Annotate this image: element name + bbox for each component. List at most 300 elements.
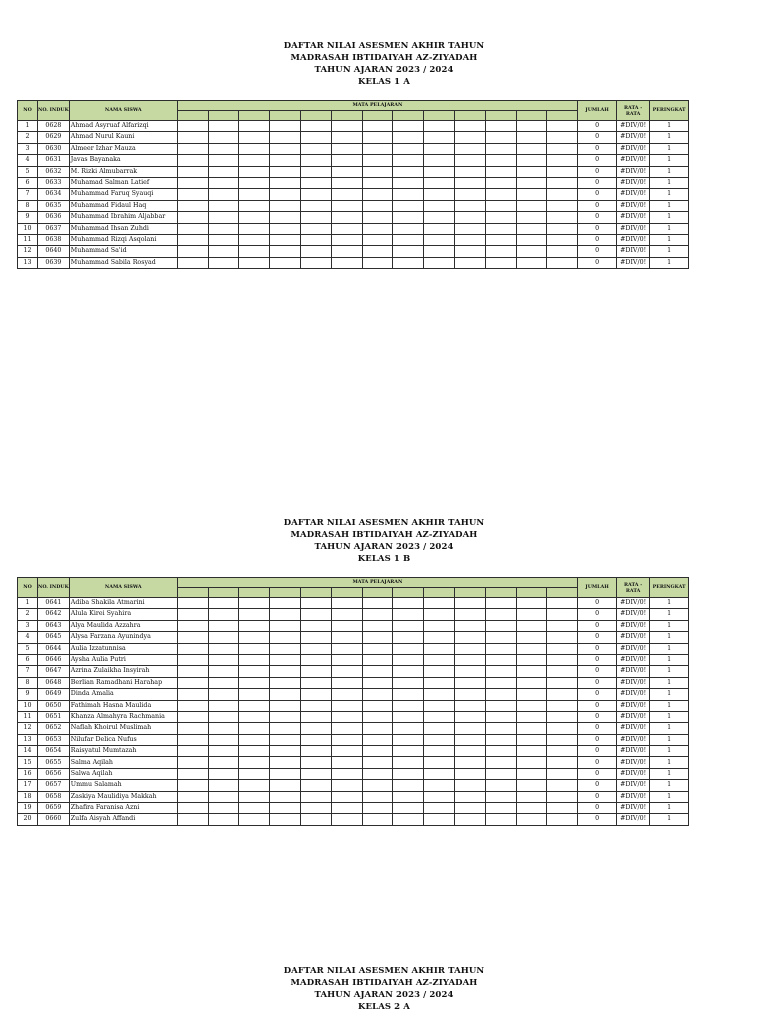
cell-nilai[interactable] (547, 654, 578, 665)
cell-nilai[interactable] (331, 734, 362, 745)
cell-nilai[interactable] (424, 723, 455, 734)
cell-nilai[interactable] (547, 677, 578, 688)
cell-nilai[interactable] (270, 700, 301, 711)
cell-nilai[interactable] (516, 223, 547, 234)
cell-nilai[interactable] (393, 814, 424, 825)
cell-nilai[interactable] (516, 257, 547, 268)
cell-nilai[interactable] (270, 200, 301, 211)
cell-nilai[interactable] (208, 689, 239, 700)
cell-nilai[interactable] (239, 257, 270, 268)
cell-nilai[interactable] (485, 609, 516, 620)
cell-nilai[interactable] (300, 598, 331, 609)
cell-nilai[interactable] (424, 677, 455, 688)
cell-nilai[interactable] (239, 666, 270, 677)
cell-nilai[interactable] (547, 609, 578, 620)
cell-nilai[interactable] (270, 711, 301, 722)
cell-nilai[interactable] (485, 814, 516, 825)
cell-nilai[interactable] (454, 609, 485, 620)
cell-nilai[interactable] (300, 234, 331, 245)
cell-nilai[interactable] (393, 654, 424, 665)
cell-nilai[interactable] (177, 677, 208, 688)
cell-nilai[interactable] (362, 223, 393, 234)
cell-nilai[interactable] (239, 200, 270, 211)
cell-nilai[interactable] (516, 212, 547, 223)
cell-nilai[interactable] (454, 689, 485, 700)
cell-nilai[interactable] (331, 757, 362, 768)
cell-nilai[interactable] (239, 234, 270, 245)
cell-nilai[interactable] (516, 643, 547, 654)
cell-nilai[interactable] (454, 166, 485, 177)
cell-nilai[interactable] (331, 598, 362, 609)
cell-nilai[interactable] (239, 246, 270, 257)
cell-nilai[interactable] (270, 643, 301, 654)
cell-nilai[interactable] (362, 143, 393, 154)
cell-nilai[interactable] (331, 121, 362, 132)
cell-nilai[interactable] (485, 632, 516, 643)
cell-nilai[interactable] (393, 200, 424, 211)
cell-nilai[interactable] (424, 166, 455, 177)
cell-nilai[interactable] (177, 791, 208, 802)
cell-nilai[interactable] (362, 757, 393, 768)
cell-nilai[interactable] (239, 177, 270, 188)
cell-nilai[interactable] (516, 757, 547, 768)
cell-nilai[interactable] (362, 711, 393, 722)
cell-nilai[interactable] (454, 121, 485, 132)
cell-nilai[interactable] (177, 632, 208, 643)
cell-nilai[interactable] (177, 780, 208, 791)
cell-nilai[interactable] (424, 155, 455, 166)
cell-nilai[interactable] (208, 654, 239, 665)
cell-nilai[interactable] (362, 189, 393, 200)
cell-nilai[interactable] (331, 803, 362, 814)
cell-nilai[interactable] (485, 234, 516, 245)
cell-nilai[interactable] (177, 723, 208, 734)
cell-nilai[interactable] (516, 768, 547, 779)
cell-nilai[interactable] (208, 632, 239, 643)
cell-nilai[interactable] (485, 177, 516, 188)
cell-nilai[interactable] (239, 609, 270, 620)
cell-nilai[interactable] (331, 155, 362, 166)
cell-nilai[interactable] (300, 711, 331, 722)
cell-nilai[interactable] (362, 677, 393, 688)
cell-nilai[interactable] (454, 643, 485, 654)
cell-nilai[interactable] (239, 598, 270, 609)
cell-nilai[interactable] (239, 620, 270, 631)
cell-nilai[interactable] (362, 246, 393, 257)
cell-nilai[interactable] (424, 223, 455, 234)
cell-nilai[interactable] (485, 246, 516, 257)
cell-nilai[interactable] (331, 189, 362, 200)
cell-nilai[interactable] (239, 166, 270, 177)
cell-nilai[interactable] (454, 654, 485, 665)
cell-nilai[interactable] (270, 757, 301, 768)
cell-nilai[interactable] (300, 632, 331, 643)
cell-nilai[interactable] (362, 166, 393, 177)
cell-nilai[interactable] (454, 666, 485, 677)
cell-nilai[interactable] (208, 643, 239, 654)
cell-nilai[interactable] (547, 757, 578, 768)
cell-nilai[interactable] (177, 189, 208, 200)
cell-nilai[interactable] (239, 632, 270, 643)
cell-nilai[interactable] (485, 677, 516, 688)
cell-nilai[interactable] (208, 757, 239, 768)
cell-nilai[interactable] (177, 757, 208, 768)
cell-nilai[interactable] (516, 132, 547, 143)
cell-nilai[interactable] (485, 723, 516, 734)
cell-nilai[interactable] (485, 803, 516, 814)
cell-nilai[interactable] (239, 723, 270, 734)
cell-nilai[interactable] (424, 814, 455, 825)
cell-nilai[interactable] (454, 734, 485, 745)
cell-nilai[interactable] (393, 711, 424, 722)
cell-nilai[interactable] (208, 257, 239, 268)
cell-nilai[interactable] (362, 643, 393, 654)
cell-nilai[interactable] (393, 700, 424, 711)
cell-nilai[interactable] (547, 223, 578, 234)
cell-nilai[interactable] (331, 711, 362, 722)
cell-nilai[interactable] (362, 666, 393, 677)
cell-nilai[interactable] (547, 666, 578, 677)
cell-nilai[interactable] (485, 166, 516, 177)
cell-nilai[interactable] (516, 654, 547, 665)
cell-nilai[interactable] (177, 177, 208, 188)
cell-nilai[interactable] (208, 121, 239, 132)
cell-nilai[interactable] (454, 791, 485, 802)
cell-nilai[interactable] (516, 803, 547, 814)
cell-nilai[interactable] (547, 689, 578, 700)
cell-nilai[interactable] (331, 677, 362, 688)
cell-nilai[interactable] (270, 689, 301, 700)
cell-nilai[interactable] (454, 246, 485, 257)
cell-nilai[interactable] (393, 643, 424, 654)
cell-nilai[interactable] (208, 700, 239, 711)
cell-nilai[interactable] (208, 780, 239, 791)
cell-nilai[interactable] (547, 746, 578, 757)
cell-nilai[interactable] (177, 143, 208, 154)
cell-nilai[interactable] (362, 620, 393, 631)
cell-nilai[interactable] (208, 177, 239, 188)
cell-nilai[interactable] (424, 689, 455, 700)
cell-nilai[interactable] (393, 746, 424, 757)
cell-nilai[interactable] (485, 654, 516, 665)
cell-nilai[interactable] (239, 711, 270, 722)
cell-nilai[interactable] (300, 803, 331, 814)
cell-nilai[interactable] (177, 200, 208, 211)
cell-nilai[interactable] (547, 598, 578, 609)
cell-nilai[interactable] (485, 132, 516, 143)
cell-nilai[interactable] (516, 711, 547, 722)
cell-nilai[interactable] (454, 620, 485, 631)
cell-nilai[interactable] (362, 768, 393, 779)
cell-nilai[interactable] (270, 121, 301, 132)
cell-nilai[interactable] (362, 746, 393, 757)
cell-nilai[interactable] (208, 155, 239, 166)
cell-nilai[interactable] (393, 189, 424, 200)
cell-nilai[interactable] (516, 689, 547, 700)
cell-nilai[interactable] (300, 620, 331, 631)
cell-nilai[interactable] (393, 620, 424, 631)
cell-nilai[interactable] (424, 143, 455, 154)
cell-nilai[interactable] (516, 814, 547, 825)
cell-nilai[interactable] (485, 734, 516, 745)
cell-nilai[interactable] (331, 200, 362, 211)
cell-nilai[interactable] (454, 189, 485, 200)
cell-nilai[interactable] (485, 757, 516, 768)
cell-nilai[interactable] (547, 234, 578, 245)
cell-nilai[interactable] (331, 723, 362, 734)
cell-nilai[interactable] (393, 723, 424, 734)
cell-nilai[interactable] (362, 734, 393, 745)
cell-nilai[interactable] (393, 177, 424, 188)
cell-nilai[interactable] (331, 143, 362, 154)
cell-nilai[interactable] (454, 757, 485, 768)
cell-nilai[interactable] (547, 723, 578, 734)
cell-nilai[interactable] (393, 246, 424, 257)
cell-nilai[interactable] (516, 598, 547, 609)
cell-nilai[interactable] (331, 643, 362, 654)
cell-nilai[interactable] (516, 677, 547, 688)
cell-nilai[interactable] (516, 620, 547, 631)
cell-nilai[interactable] (177, 132, 208, 143)
cell-nilai[interactable] (300, 166, 331, 177)
cell-nilai[interactable] (300, 212, 331, 223)
cell-nilai[interactable] (300, 768, 331, 779)
cell-nilai[interactable] (516, 166, 547, 177)
cell-nilai[interactable] (300, 689, 331, 700)
cell-nilai[interactable] (424, 700, 455, 711)
cell-nilai[interactable] (393, 677, 424, 688)
cell-nilai[interactable] (239, 132, 270, 143)
cell-nilai[interactable] (454, 223, 485, 234)
cell-nilai[interactable] (393, 166, 424, 177)
cell-nilai[interactable] (208, 814, 239, 825)
cell-nilai[interactable] (485, 666, 516, 677)
cell-nilai[interactable] (300, 177, 331, 188)
cell-nilai[interactable] (454, 212, 485, 223)
cell-nilai[interactable] (300, 257, 331, 268)
cell-nilai[interactable] (424, 212, 455, 223)
cell-nilai[interactable] (485, 155, 516, 166)
cell-nilai[interactable] (547, 643, 578, 654)
cell-nilai[interactable] (454, 598, 485, 609)
cell-nilai[interactable] (208, 223, 239, 234)
cell-nilai[interactable] (424, 257, 455, 268)
cell-nilai[interactable] (270, 234, 301, 245)
cell-nilai[interactable] (300, 666, 331, 677)
cell-nilai[interactable] (424, 746, 455, 757)
cell-nilai[interactable] (424, 132, 455, 143)
cell-nilai[interactable] (270, 666, 301, 677)
cell-nilai[interactable] (331, 814, 362, 825)
cell-nilai[interactable] (362, 700, 393, 711)
cell-nilai[interactable] (393, 632, 424, 643)
cell-nilai[interactable] (393, 803, 424, 814)
cell-nilai[interactable] (547, 189, 578, 200)
cell-nilai[interactable] (270, 143, 301, 154)
cell-nilai[interactable] (362, 814, 393, 825)
cell-nilai[interactable] (516, 700, 547, 711)
cell-nilai[interactable] (393, 757, 424, 768)
cell-nilai[interactable] (177, 212, 208, 223)
cell-nilai[interactable] (454, 132, 485, 143)
cell-nilai[interactable] (177, 643, 208, 654)
cell-nilai[interactable] (331, 746, 362, 757)
cell-nilai[interactable] (300, 155, 331, 166)
cell-nilai[interactable] (239, 803, 270, 814)
cell-nilai[interactable] (393, 666, 424, 677)
cell-nilai[interactable] (485, 223, 516, 234)
cell-nilai[interactable] (393, 212, 424, 223)
cell-nilai[interactable] (300, 223, 331, 234)
cell-nilai[interactable] (485, 143, 516, 154)
cell-nilai[interactable] (300, 723, 331, 734)
cell-nilai[interactable] (393, 257, 424, 268)
cell-nilai[interactable] (270, 768, 301, 779)
cell-nilai[interactable] (485, 700, 516, 711)
cell-nilai[interactable] (362, 654, 393, 665)
cell-nilai[interactable] (424, 654, 455, 665)
cell-nilai[interactable] (485, 791, 516, 802)
cell-nilai[interactable] (393, 768, 424, 779)
cell-nilai[interactable] (454, 632, 485, 643)
cell-nilai[interactable] (516, 155, 547, 166)
cell-nilai[interactable] (485, 189, 516, 200)
cell-nilai[interactable] (547, 246, 578, 257)
cell-nilai[interactable] (208, 166, 239, 177)
cell-nilai[interactable] (331, 212, 362, 223)
cell-nilai[interactable] (177, 746, 208, 757)
cell-nilai[interactable] (424, 632, 455, 643)
cell-nilai[interactable] (208, 677, 239, 688)
cell-nilai[interactable] (270, 177, 301, 188)
cell-nilai[interactable] (362, 177, 393, 188)
cell-nilai[interactable] (270, 746, 301, 757)
cell-nilai[interactable] (547, 791, 578, 802)
cell-nilai[interactable] (516, 723, 547, 734)
cell-nilai[interactable] (300, 814, 331, 825)
cell-nilai[interactable] (208, 609, 239, 620)
cell-nilai[interactable] (454, 677, 485, 688)
cell-nilai[interactable] (547, 780, 578, 791)
cell-nilai[interactable] (516, 780, 547, 791)
cell-nilai[interactable] (177, 223, 208, 234)
cell-nilai[interactable] (177, 768, 208, 779)
cell-nilai[interactable] (516, 200, 547, 211)
cell-nilai[interactable] (424, 177, 455, 188)
cell-nilai[interactable] (454, 723, 485, 734)
cell-nilai[interactable] (516, 177, 547, 188)
cell-nilai[interactable] (300, 746, 331, 757)
cell-nilai[interactable] (177, 700, 208, 711)
cell-nilai[interactable] (177, 734, 208, 745)
cell-nilai[interactable] (362, 598, 393, 609)
cell-nilai[interactable] (331, 223, 362, 234)
cell-nilai[interactable] (331, 166, 362, 177)
cell-nilai[interactable] (393, 598, 424, 609)
cell-nilai[interactable] (547, 132, 578, 143)
cell-nilai[interactable] (239, 734, 270, 745)
cell-nilai[interactable] (424, 200, 455, 211)
cell-nilai[interactable] (270, 223, 301, 234)
cell-nilai[interactable] (331, 234, 362, 245)
cell-nilai[interactable] (208, 723, 239, 734)
cell-nilai[interactable] (177, 234, 208, 245)
cell-nilai[interactable] (239, 223, 270, 234)
cell-nilai[interactable] (362, 723, 393, 734)
cell-nilai[interactable] (270, 620, 301, 631)
cell-nilai[interactable] (177, 620, 208, 631)
cell-nilai[interactable] (239, 768, 270, 779)
cell-nilai[interactable] (362, 234, 393, 245)
cell-nilai[interactable] (331, 632, 362, 643)
cell-nilai[interactable] (239, 212, 270, 223)
cell-nilai[interactable] (300, 246, 331, 257)
cell-nilai[interactable] (424, 666, 455, 677)
cell-nilai[interactable] (300, 189, 331, 200)
cell-nilai[interactable] (424, 246, 455, 257)
cell-nilai[interactable] (485, 121, 516, 132)
cell-nilai[interactable] (300, 700, 331, 711)
cell-nilai[interactable] (547, 212, 578, 223)
cell-nilai[interactable] (424, 620, 455, 631)
cell-nilai[interactable] (270, 654, 301, 665)
cell-nilai[interactable] (331, 768, 362, 779)
cell-nilai[interactable] (239, 654, 270, 665)
cell-nilai[interactable] (485, 746, 516, 757)
cell-nilai[interactable] (362, 689, 393, 700)
cell-nilai[interactable] (393, 121, 424, 132)
cell-nilai[interactable] (362, 609, 393, 620)
cell-nilai[interactable] (516, 791, 547, 802)
cell-nilai[interactable] (547, 257, 578, 268)
cell-nilai[interactable] (331, 620, 362, 631)
cell-nilai[interactable] (270, 803, 301, 814)
cell-nilai[interactable] (208, 132, 239, 143)
cell-nilai[interactable] (239, 643, 270, 654)
cell-nilai[interactable] (239, 121, 270, 132)
cell-nilai[interactable] (516, 189, 547, 200)
cell-nilai[interactable] (331, 609, 362, 620)
cell-nilai[interactable] (393, 780, 424, 791)
cell-nilai[interactable] (239, 791, 270, 802)
cell-nilai[interactable] (424, 711, 455, 722)
cell-nilai[interactable] (454, 746, 485, 757)
cell-nilai[interactable] (362, 780, 393, 791)
cell-nilai[interactable] (177, 711, 208, 722)
cell-nilai[interactable] (485, 780, 516, 791)
cell-nilai[interactable] (177, 609, 208, 620)
cell-nilai[interactable] (177, 803, 208, 814)
cell-nilai[interactable] (362, 791, 393, 802)
cell-nilai[interactable] (208, 189, 239, 200)
cell-nilai[interactable] (485, 689, 516, 700)
cell-nilai[interactable] (516, 609, 547, 620)
cell-nilai[interactable] (362, 155, 393, 166)
cell-nilai[interactable] (177, 814, 208, 825)
cell-nilai[interactable] (547, 734, 578, 745)
cell-nilai[interactable] (424, 791, 455, 802)
cell-nilai[interactable] (547, 143, 578, 154)
cell-nilai[interactable] (424, 780, 455, 791)
cell-nilai[interactable] (239, 189, 270, 200)
cell-nilai[interactable] (454, 711, 485, 722)
cell-nilai[interactable] (239, 746, 270, 757)
cell-nilai[interactable] (239, 757, 270, 768)
cell-nilai[interactable] (239, 689, 270, 700)
cell-nilai[interactable] (393, 132, 424, 143)
cell-nilai[interactable] (331, 654, 362, 665)
cell-nilai[interactable] (547, 803, 578, 814)
